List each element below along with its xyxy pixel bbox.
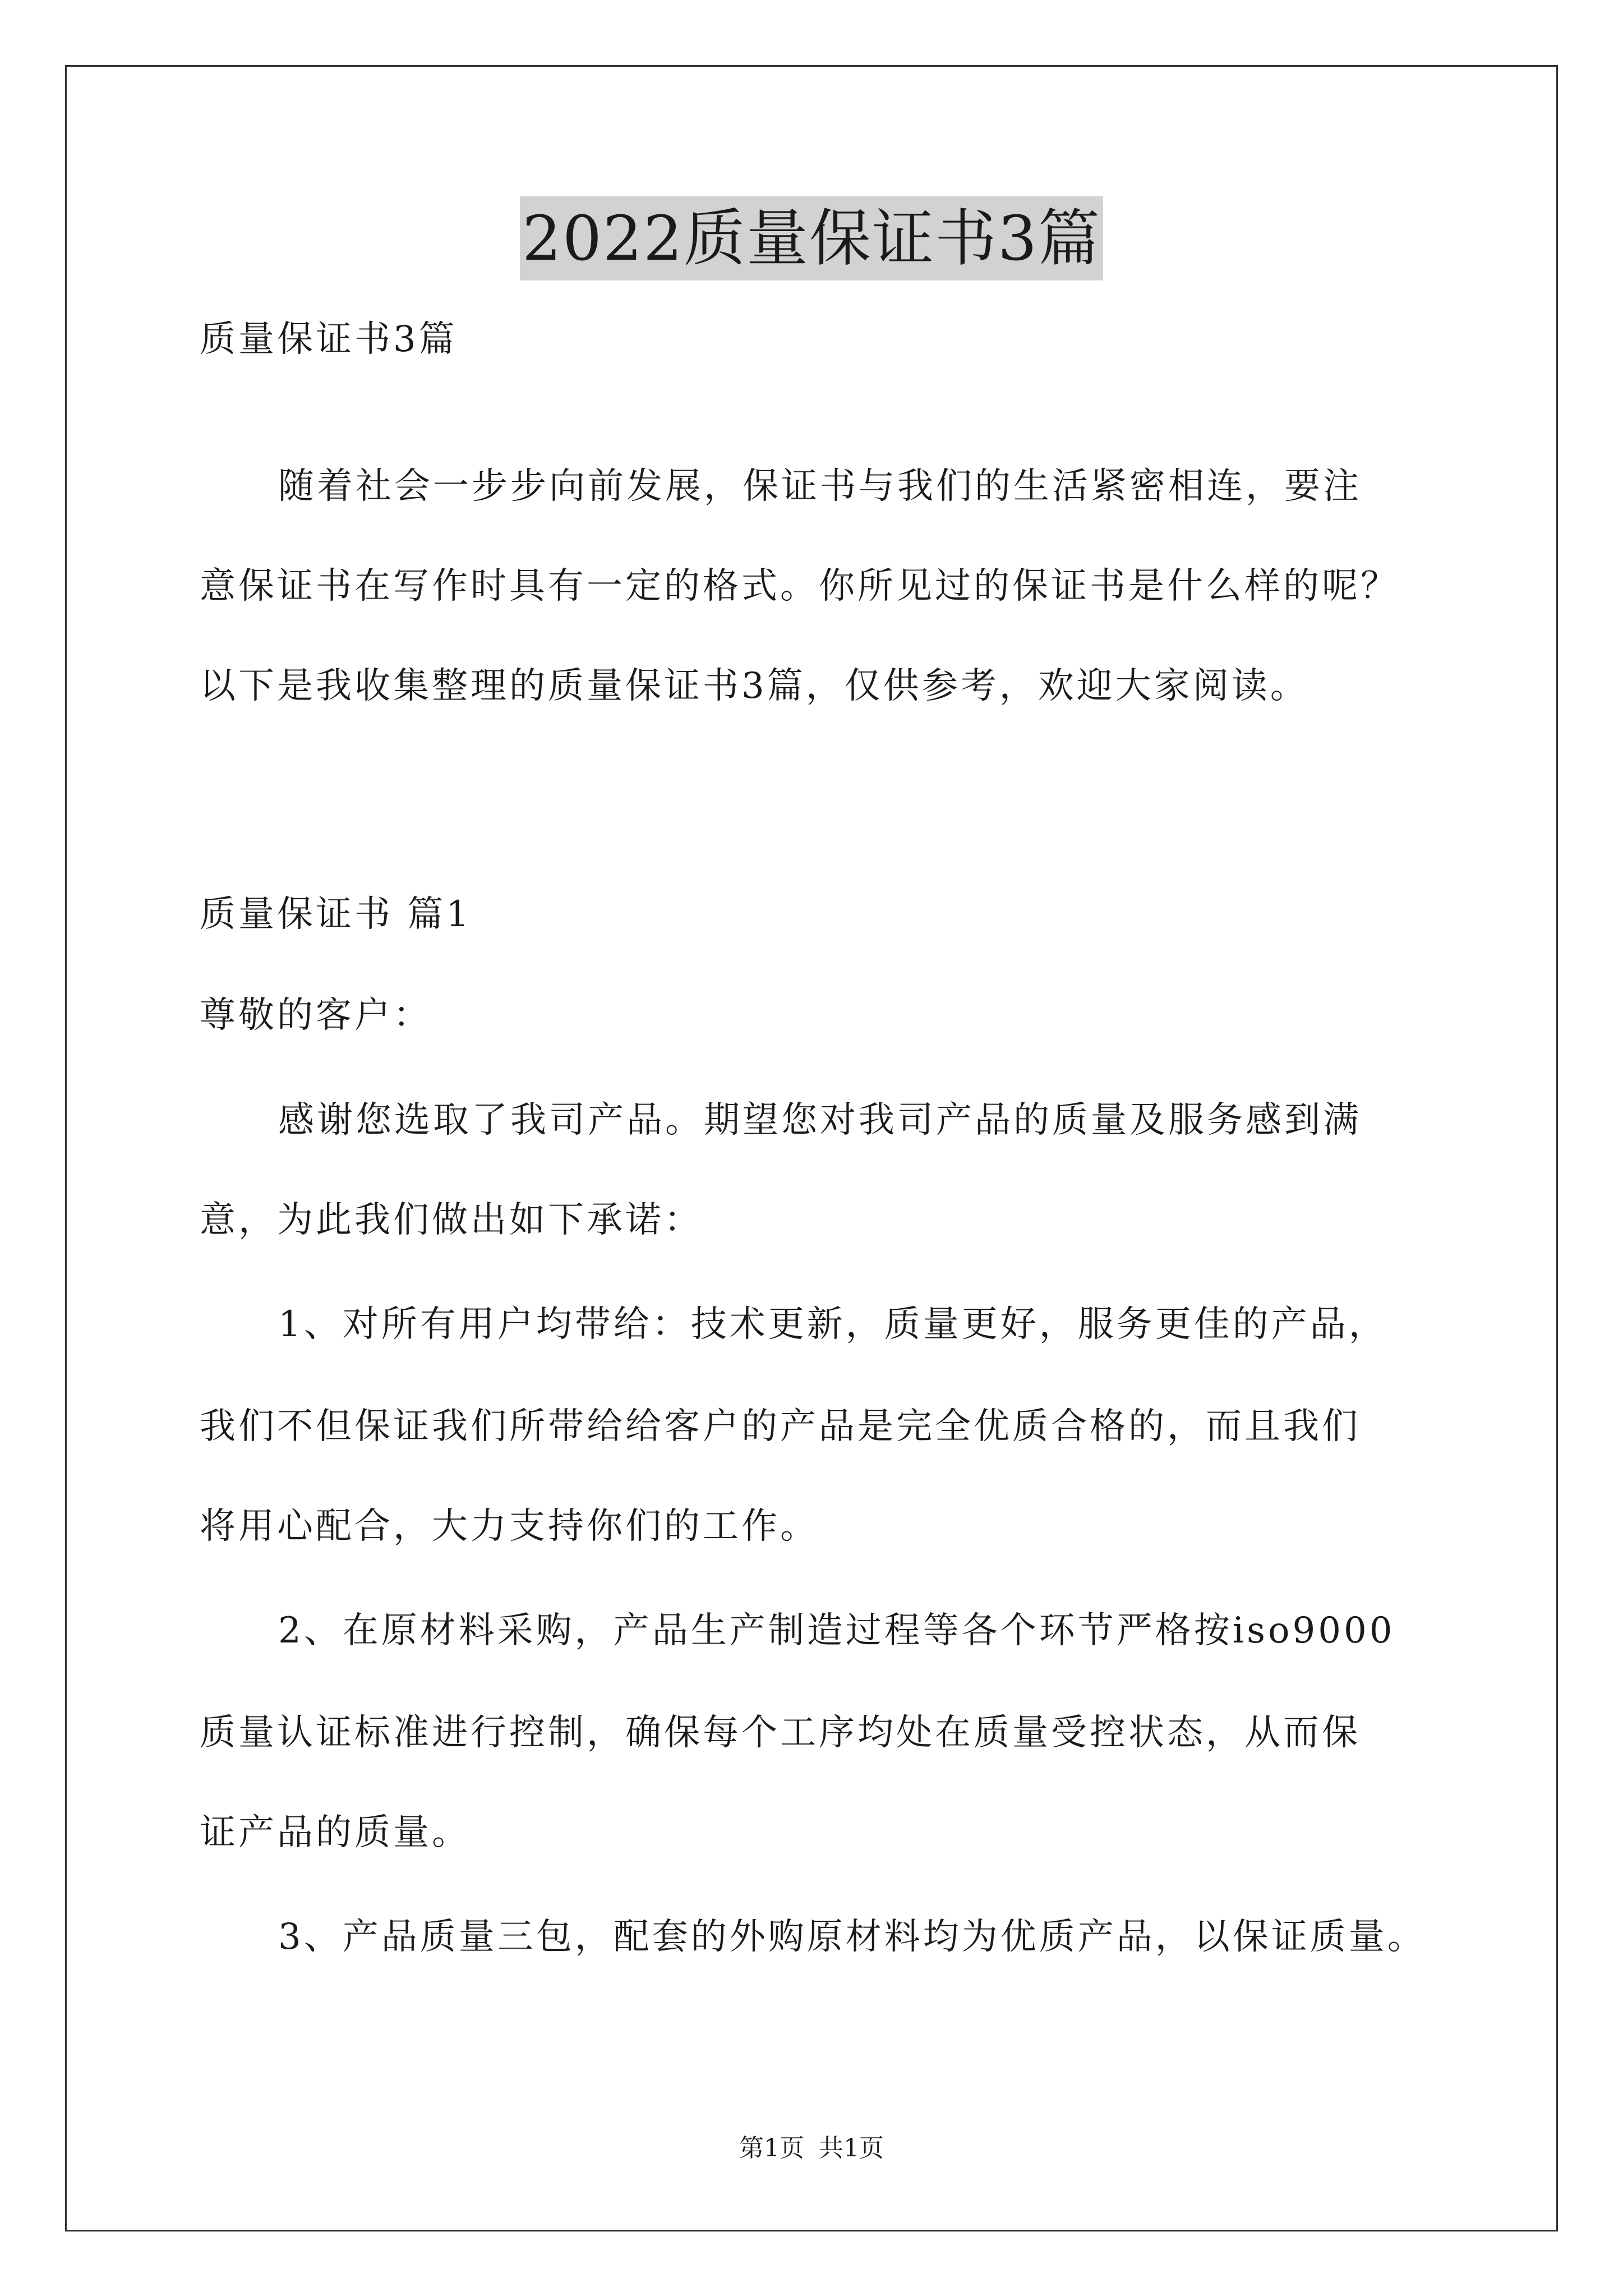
section-heading: 质量保证书 篇1: [200, 894, 472, 935]
title-container: [0, 196, 1623, 280]
list-item-line: 质量认证标准进行控制，确保每个工序均处在质量受控状态，从而保: [200, 1712, 1361, 1754]
page-footer: [0, 2132, 1623, 2165]
list-item-line: 我们不但保证我们所带给给客户的产品是完全优质合格的，而且我们: [200, 1406, 1361, 1447]
document-subtitle: 质量保证书3篇: [200, 319, 458, 360]
page-border: [65, 65, 1558, 2231]
list-item-line: 2、在原材料采购，产品生产制造过程等各个环节严格按iso9000: [278, 1610, 1395, 1651]
intro-line: 以下是我收集整理的质量保证书3篇，仅供参考，欢迎大家阅读。: [200, 665, 1309, 707]
list-item-line: 1、对所有用户均带给：技术更新，质量更好，服务更佳的产品，: [278, 1304, 1387, 1345]
list-item-line: 3、产品质量三包，配套的外购原材料均为优质产品，以保证质量。: [278, 1916, 1426, 1958]
page-number: 第1页: [739, 2134, 804, 2162]
intro-line: 随着社会一步步向前发展，保证书与我们的生活紧密相连，要注: [278, 466, 1362, 507]
paragraph-line: 感谢您选取了我司产品。期望您对我司产品的质量及服务感到满: [278, 1099, 1362, 1141]
list-item-line: 将用心配合，大力支持你们的工作。: [200, 1506, 819, 1547]
intro-line: 意保证书在写作时具有一定的格式。你所见过的保证书是什么样的呢？: [200, 565, 1399, 607]
document-title: 2022质量保证书3篇: [520, 196, 1103, 280]
list-item-line: 证产品的质量。: [200, 1812, 471, 1853]
paragraph-line: 意，为此我们做出如下承诺：: [200, 1199, 703, 1241]
salutation: 尊敬的客户：: [200, 995, 432, 1036]
page-total: 共1页: [819, 2134, 884, 2162]
